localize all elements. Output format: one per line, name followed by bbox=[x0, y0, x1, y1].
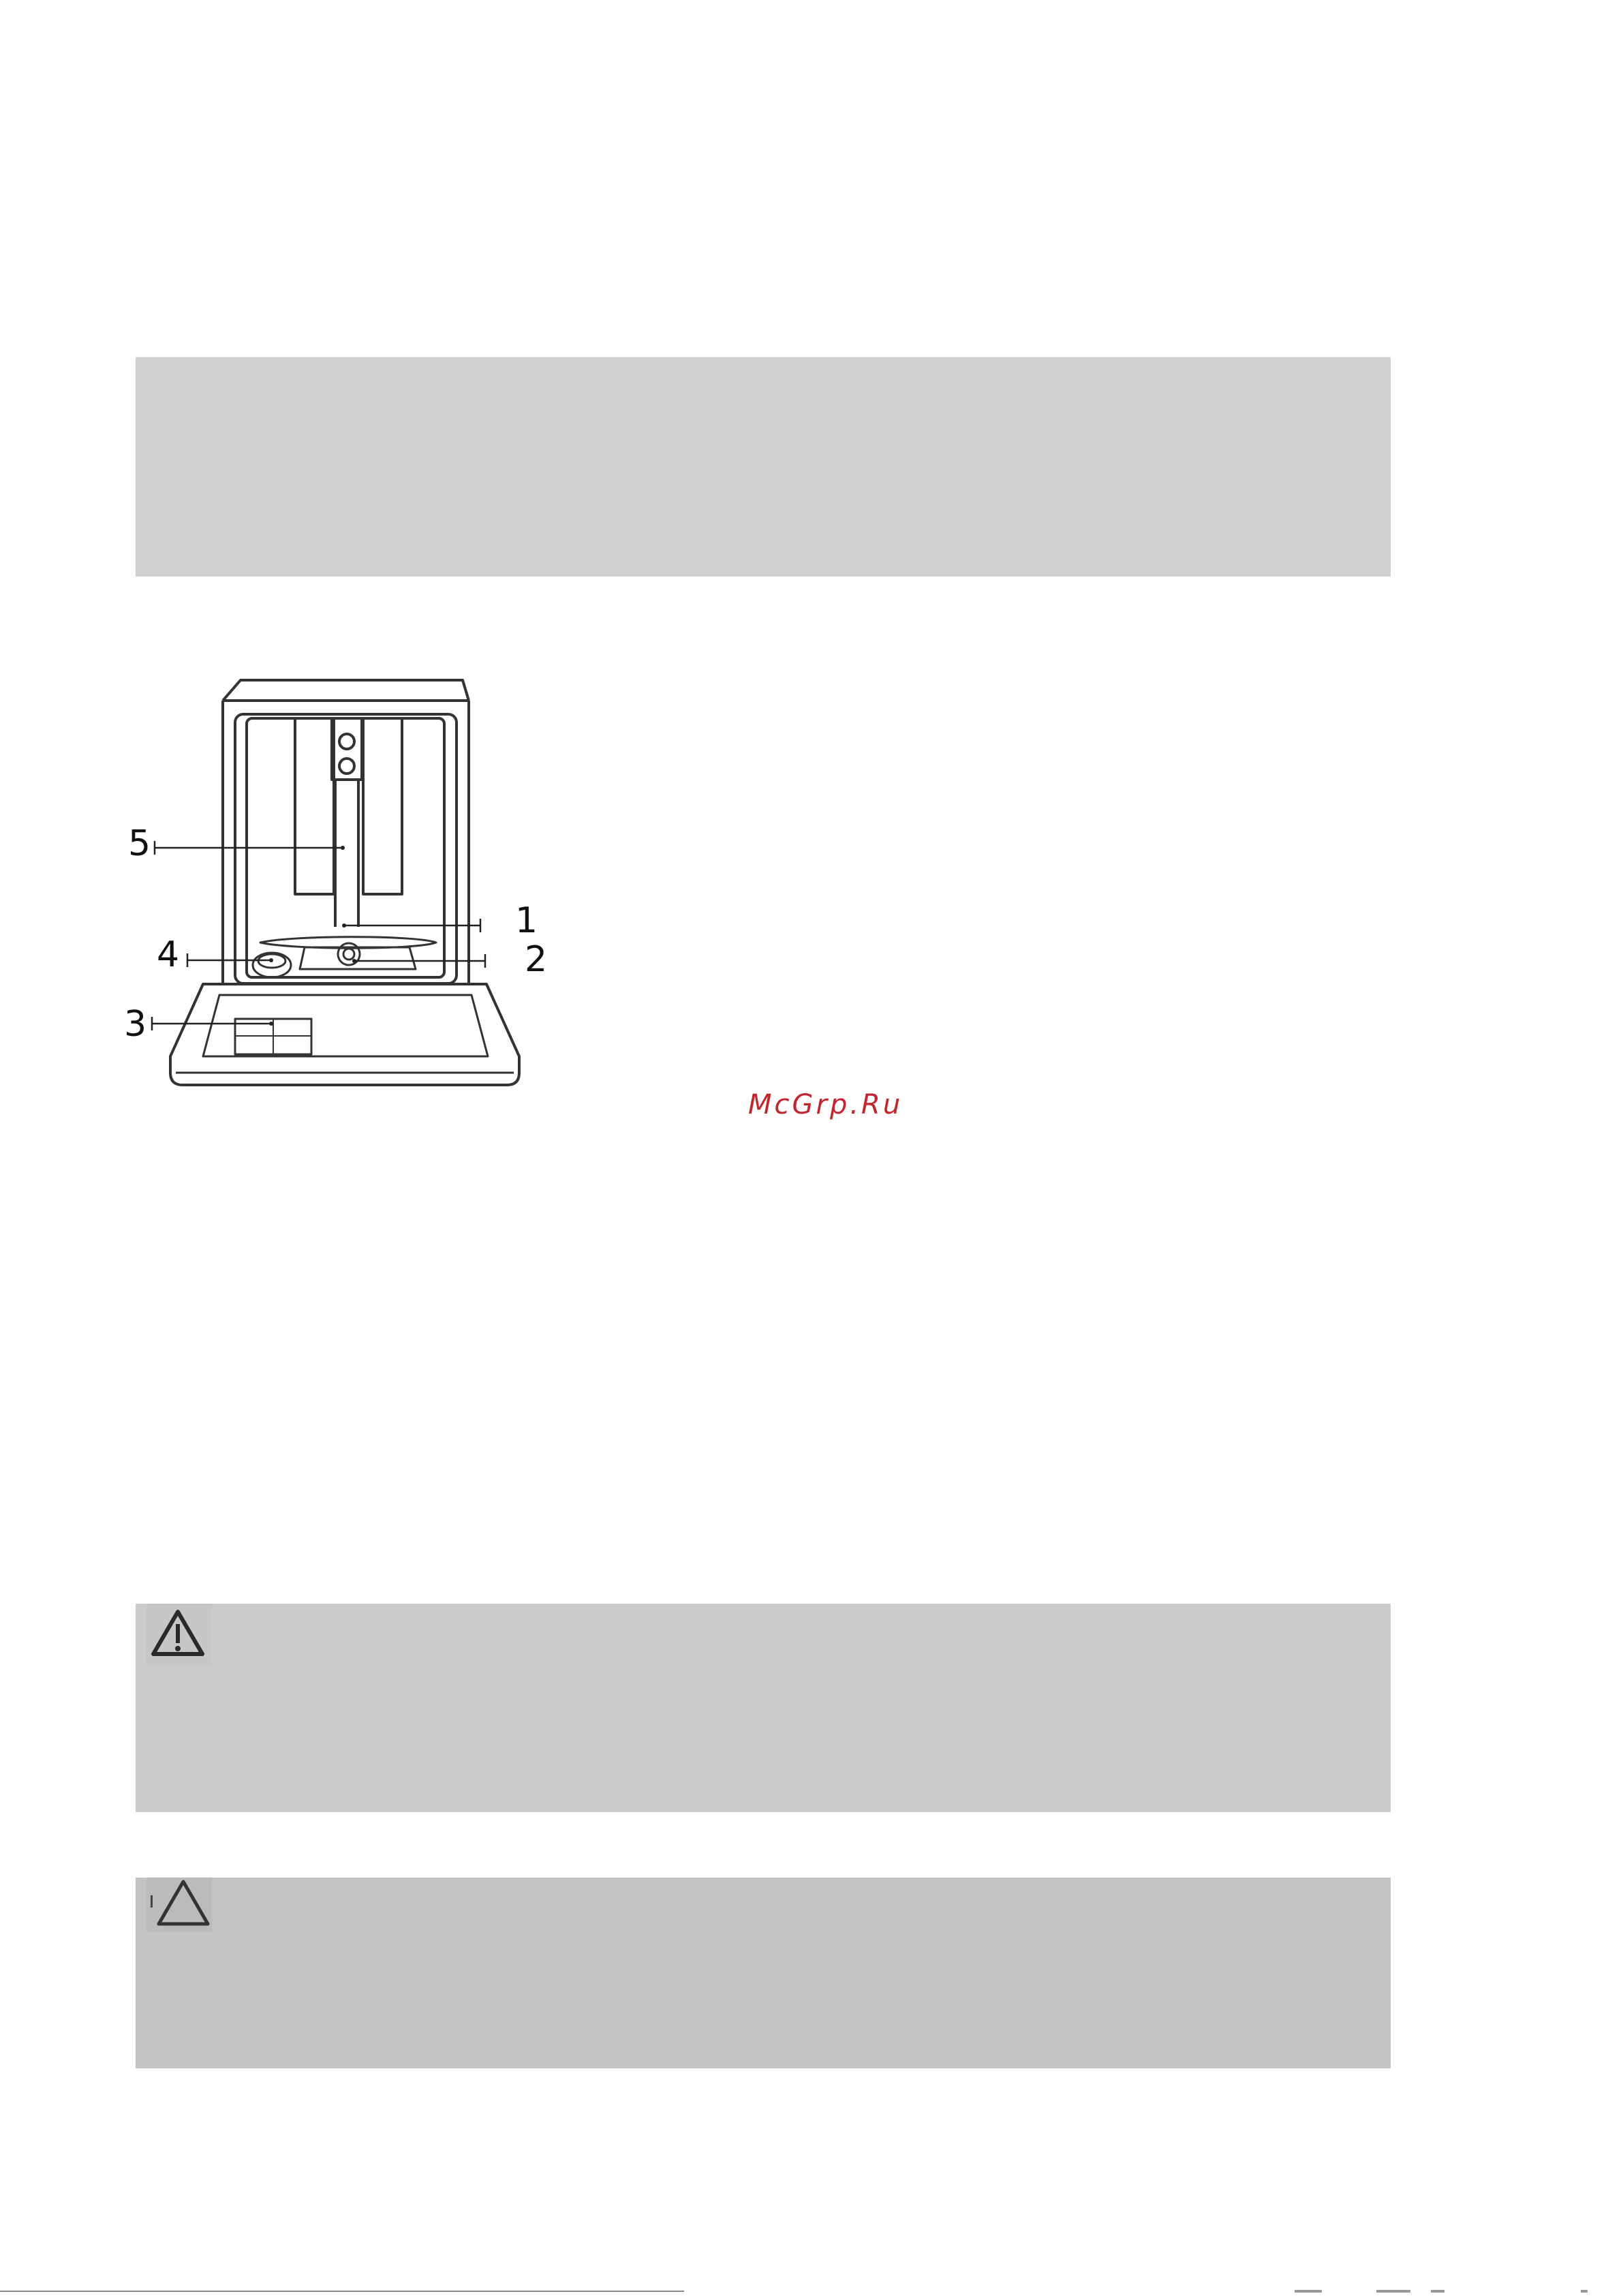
caution-panel bbox=[136, 1878, 1391, 2068]
callout-4: 4 bbox=[157, 934, 180, 975]
warning-panel bbox=[136, 1604, 1391, 1812]
watermark: McGrp.Ru bbox=[748, 1089, 903, 1120]
warning-triangle-icon bbox=[146, 1604, 212, 1666]
footer-rule bbox=[0, 2291, 684, 2292]
callout-5: 5 bbox=[128, 823, 151, 864]
caution-triangle-icon bbox=[146, 1878, 212, 1940]
callout-1: 1 bbox=[515, 900, 538, 941]
dishwasher-illustration bbox=[116, 675, 566, 1097]
info-panel bbox=[136, 357, 1391, 577]
callout-3: 3 bbox=[124, 1004, 147, 1045]
dishwasher-diagram bbox=[116, 675, 566, 1097]
footer-marks bbox=[1295, 2289, 1608, 2295]
callout-2: 2 bbox=[525, 939, 548, 980]
